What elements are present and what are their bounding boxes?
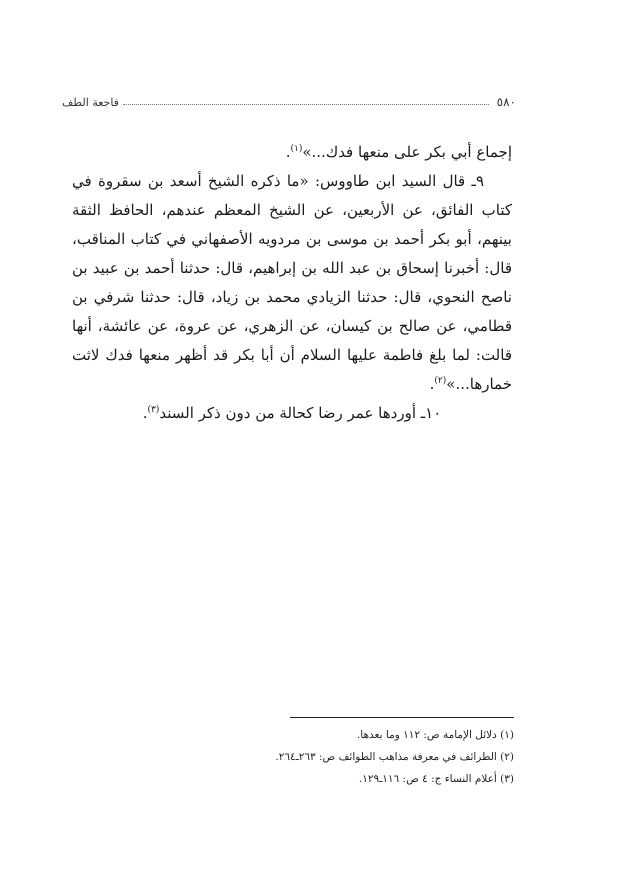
paragraph-1-text: إجماع أبي بكر على منعها فدك...» [302,143,512,161]
page-header [62,92,516,112]
body-text [72,138,512,428]
paragraph-2-text: ٩ـ قال السيد ابن طاووس: «ما ذكره الشيخ أسعد بن سقروة في كتاب الفائق، عن الأربعين، عن الشيخ المعظم عندهم، الحافظ الثقة بينهم، أبو بكر أحمد بن موسى بن مردويه الأصفهاني في كتاب المناقب، قال: أخبرنا إسحاق بن عبد الله بن إبراهيم، قال: حدثنا أحمد بن عبيد بن ناصح النحوي، قال: حدثنا الزيادي محمد بن زياد، قال: حدثنا شرفي بن قطامي، عن صالح بن كيسان، عن الزهري، عن عروة، عن عائشة، أنها قالت: لما بلغ فاطمة عليها السلام أن أبا بكر قد أظهر منعها فدك لاثت خمارها...» [72,172,512,393]
footnote-ref-1: (١) [290,144,303,154]
paragraph-3 [72,399,512,428]
paragraph-3-text: ١٠ـ أوردها عمر رضا كحالة من دون ذكر السند [159,404,442,422]
paragraph-3-end: . [142,404,148,422]
footnote-ref-3: (٣) [147,405,160,415]
footnote-2: (٢) الطرائف في معرفة مذاهب الطوائف ص: ٢٦٣ـ٢٦٤. [275,751,514,763]
paragraph-1-end: . [285,143,291,161]
header-leader-dots [123,104,489,105]
footnote-separator [290,717,514,718]
footnote-3: (٣) أعلام النساء ج: ٤ ص: ١١٦ـ١٢٩. [358,773,514,785]
footnote-ref-2: (٢) [434,376,447,386]
footnote-1: (١) دلائل الإمامة ص: ١١٢ وما بعدها. [356,729,514,741]
footnotes [100,724,514,790]
running-title: فاجعة الطف [62,95,119,109]
paragraph-1 [72,138,512,167]
page-number: ٥٨٠ [496,95,516,109]
paragraph-2-end: . [429,375,435,393]
paragraph-2 [72,167,512,399]
